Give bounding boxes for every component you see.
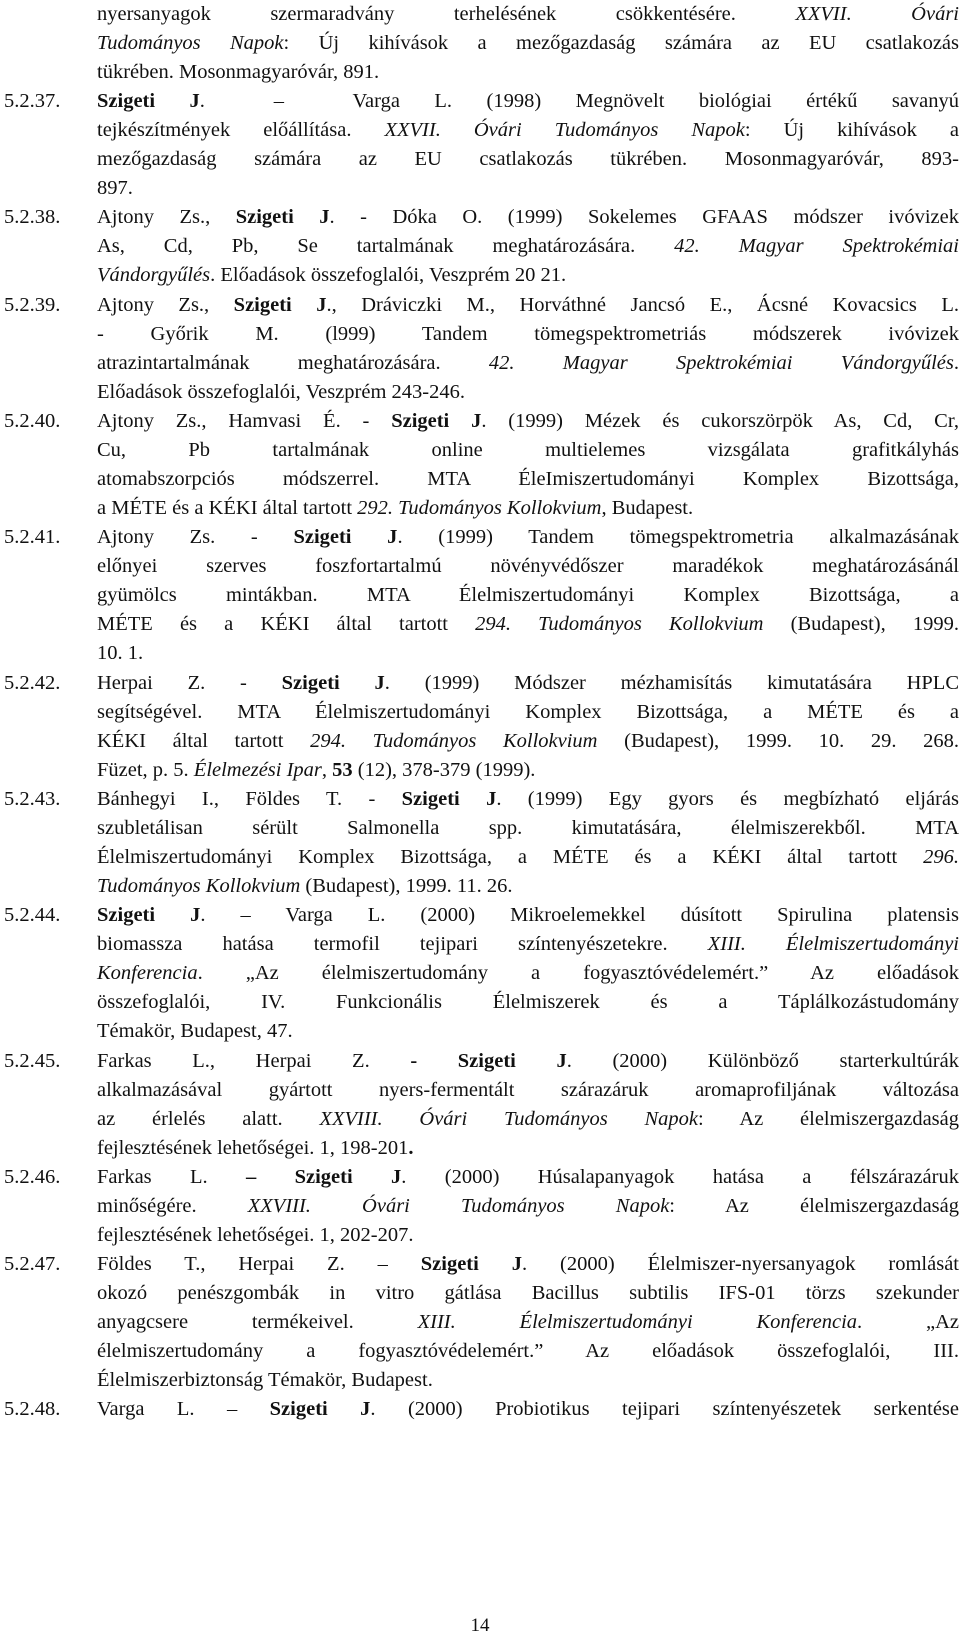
reference-line xyxy=(97,1076,959,1105)
reference-segment: (Budapest), 1999. 10. 29. 268. xyxy=(597,729,960,752)
reference-line xyxy=(97,465,959,494)
reference-segment: az érlelés alatt. xyxy=(97,1107,320,1130)
reference-line xyxy=(97,174,959,203)
reference-segment: alkalmazásával gyártott nyers-fermentált szárazáruk aromaprofiljának változása xyxy=(97,1078,959,1101)
venue-italic: 292. Tudományos Kollokvium xyxy=(357,496,602,519)
reference-line xyxy=(97,232,959,261)
venue-italic: Élelmezési Ipar xyxy=(193,758,322,781)
reference-segment: atomabszorpciós módszerrel. MTA ÉleImiszertudományi Komplex Bizottsága, xyxy=(97,467,959,490)
reference-number: 5.2.48. xyxy=(4,1398,61,1421)
reference-segment: . – Varga L. (1998) Megnövelt biológiai értékű savanyú xyxy=(199,90,959,113)
author-highlight: Szigeti J xyxy=(269,1398,371,1421)
reference-segment: élelmiszertudomány a fogyasztóvédelemért.” Az előadások összefoglalói, III. xyxy=(97,1340,959,1362)
venue-italic: Tudományos Napok xyxy=(97,32,284,54)
reference-segment: Bánhegyi I., Földes T. - xyxy=(97,787,402,810)
reference-text xyxy=(97,669,959,785)
reference-line xyxy=(97,523,959,552)
reference-segment: anyagcsere termékeivel. xyxy=(97,1311,418,1333)
venue-italic: XXVIII. Óvári Tudományos Napok xyxy=(247,1194,670,1217)
reference-segment: Farkas L., Herpai Z. xyxy=(97,1049,411,1072)
reference-line xyxy=(97,116,959,145)
reference-segment: biomassza hatása termofil tejipari színtenyészetekre. xyxy=(97,933,708,956)
reference-segment: Élelmiszertudományi Komplex Bizottsága, a MÉTE és a KÉKI által tartott xyxy=(97,845,924,868)
reference-line xyxy=(97,669,959,698)
author-highlight: – Szigeti J xyxy=(246,1165,402,1188)
reference-segment: : Az élelmiszergazdaság xyxy=(669,1194,959,1217)
reference-segment: Cu, Pb tartalmának online multielemes vizsgálata grafitkályhás xyxy=(97,438,959,461)
reference-line xyxy=(97,29,959,58)
reference-line xyxy=(97,1395,959,1424)
reference-segment: MÉTE és a KÉKI által tartott xyxy=(97,613,476,636)
reference-segment: . (1999) Mézek és cukorszörpök As, Cd, Cr, xyxy=(481,409,959,432)
reference-number: 5.2.47. xyxy=(4,1253,61,1275)
reference-segment: fejlesztésének lehetőségei. 1, 202-207. xyxy=(97,1223,414,1246)
reference-number: 5.2.44. xyxy=(4,904,61,927)
reference-number: 5.2.39. xyxy=(4,293,61,316)
reference-line xyxy=(97,145,959,174)
venue-italic: 294. Tudományos Kollokvium xyxy=(310,729,598,752)
reference-segment: . (2000) Húsalapanyagok hatása a félszárazáruk xyxy=(401,1165,959,1188)
reference-line xyxy=(97,1192,959,1221)
reference-line xyxy=(97,349,959,378)
reference-segment: Élelmiszerbiztonság Témakör, Budapest. xyxy=(97,1369,433,1391)
reference-segment: Előadások összefoglalói, Veszprém 243-246. xyxy=(97,380,465,403)
reference-segment: gyümölcs mintákban. MTA Élelmiszertudományi Komplex Bizottsága, a xyxy=(97,584,959,607)
author-highlight: Szigeti J xyxy=(235,206,330,229)
reference-text xyxy=(97,1250,959,1395)
reference-number: 5.2.42. xyxy=(4,671,61,694)
author-highlight: Szigeti J xyxy=(401,787,497,810)
reference-line xyxy=(97,1163,959,1192)
reference-line xyxy=(97,1221,959,1250)
reference-line xyxy=(97,872,959,901)
reference-text xyxy=(97,1163,959,1250)
reference-line xyxy=(97,698,959,727)
reference-line xyxy=(97,1279,959,1308)
reference-line xyxy=(97,291,959,320)
reference-segment: a MÉTE és a KÉKI által tartott xyxy=(97,496,358,519)
reference-segment: . „Az élelmiszertudomány a fogyasztóvédelemért.” Az előadások xyxy=(197,962,959,985)
reference-text xyxy=(97,203,959,290)
reference-segment: összefoglalói, IV. Funkcionális Élelmiszerek és a Táplálkozástudomány xyxy=(97,991,959,1014)
reference-segment: Varga L. – xyxy=(97,1398,270,1421)
reference-text xyxy=(97,523,959,668)
reference-segment: minőségére. xyxy=(97,1194,248,1217)
reference-line xyxy=(97,203,959,232)
reference-segment: . (1999) Tandem tömegspektrometria alkalmazásának xyxy=(397,526,959,549)
author-highlight: Szigeti J xyxy=(420,1253,522,1275)
reference-line xyxy=(97,1250,959,1279)
reference-segment: atrazintartalmának meghatározására. xyxy=(97,351,489,374)
reference-segment: . - Dóka O. (1999) Sokelemes GFAAS módszer ivóvizek xyxy=(329,206,959,229)
reference-segment: ., Dráviczki M., Horváthné Jancsó E., Ácsné Kovacsics L. xyxy=(326,293,959,316)
reference-line xyxy=(97,261,959,290)
reference-number: 5.2.46. xyxy=(4,1165,61,1188)
reference-segment: . (2000) Probiotikus tejipari színtenyészetek serkentése xyxy=(370,1398,959,1421)
reference-segment: 10. 1. xyxy=(97,642,144,665)
reference-text xyxy=(97,291,959,407)
reference-line xyxy=(97,785,959,814)
reference-line xyxy=(97,1047,959,1076)
venue-italic: XXVII. Óvári xyxy=(795,3,960,25)
reference-segment: (12), 378-379 (1999). xyxy=(352,758,536,781)
page-number: 14 xyxy=(470,1615,490,1636)
venue-italic: 42. Magyar Spektrokémiai Vándorgyűlés xyxy=(488,351,954,374)
reference-text xyxy=(97,407,959,523)
reference-line xyxy=(97,727,959,756)
reference-segment: előnyei szerves foszfortartalmú növényvédőszer maradékok meghatározásánál xyxy=(97,555,959,578)
reference-segment: . (1999) Egy gyors és megbízható eljárás xyxy=(496,787,959,810)
author-highlight: Szigeti J xyxy=(97,904,201,927)
reference-line xyxy=(97,756,959,785)
reference-segment: (Budapest), 1999. 11. 26. xyxy=(300,874,513,897)
reference-segment: . „Az xyxy=(857,1311,959,1333)
reference-line xyxy=(97,930,959,959)
reference-line xyxy=(97,1308,959,1337)
reference-line xyxy=(97,610,959,639)
author-highlight: Szigeti J xyxy=(233,293,327,316)
author-highlight: - Szigeti J xyxy=(410,1049,567,1072)
reference-segment: Földes T., Herpai Z. – xyxy=(97,1253,421,1275)
reference-line xyxy=(97,959,959,988)
reference-segment: Ajtony Zs., xyxy=(97,293,234,316)
reference-line xyxy=(97,407,959,436)
venue-italic: Tudományos Kollokvium xyxy=(97,874,301,897)
reference-segment: , Budapest. xyxy=(601,496,694,519)
reference-line xyxy=(97,1134,959,1163)
reference-segment: Herpai Z. - xyxy=(97,671,282,694)
venue-italic: Vándorgyűlés xyxy=(97,264,211,287)
venue-italic: 294. Tudományos Kollokvium xyxy=(475,613,764,636)
reference-line xyxy=(97,87,959,116)
reference-segment: : Az élelmiszergazdaság xyxy=(697,1107,960,1130)
reference-segment: Ajtony Zs., xyxy=(97,206,236,229)
reference-segment: KÉKI által tartott xyxy=(97,729,311,752)
reference-line xyxy=(97,494,959,523)
reference-line xyxy=(97,843,959,872)
reference-segment: , xyxy=(321,758,333,781)
reference-line xyxy=(97,1366,959,1395)
reference-number: 5.2.40. xyxy=(4,409,61,432)
reference-line xyxy=(97,0,959,29)
reference-segment: tejkészítmények előállítása. xyxy=(97,119,385,142)
reference-number: 5.2.38. xyxy=(4,206,61,229)
reference-number: 5.2.41. xyxy=(4,526,61,549)
reference-segment: fejlesztésének lehetőségei. 1, 198-201 xyxy=(97,1136,409,1159)
reference-line xyxy=(97,320,959,349)
reference-segment: . – Varga L. (2000) Mikroelemekkel dúsított Spirulina platensis xyxy=(200,904,959,927)
reference-segment: . (2000) Különböző starterkultúrák xyxy=(566,1049,959,1072)
reference-segment: : Új kihívások a mezőgazdaság számára az EU csatlakozás xyxy=(283,32,959,54)
venue-italic: XIII. Élelmiszertudományi xyxy=(707,933,959,956)
reference-line xyxy=(97,378,959,407)
author-highlight: . xyxy=(408,1136,414,1159)
author-highlight: Szigeti J xyxy=(97,90,200,113)
reference-segment: - Győrik M. (l999) Tandem tömegspektrometriás módszerek ivóvizek xyxy=(97,322,959,345)
venue-italic: XXVIII. Óvári Tudományos Napok xyxy=(319,1107,698,1130)
author-highlight: Szigeti J xyxy=(281,671,385,694)
reference-line xyxy=(97,639,959,668)
reference-segment: Füzet, p. 5. xyxy=(97,758,194,781)
reference-line xyxy=(97,581,959,610)
reference-line xyxy=(97,901,959,930)
reference-segment: tükrében. Mosonmagyaróvár, 891. xyxy=(97,61,380,83)
reference-segment: . (1999) Módszer mézhamisítás kimutatására HPLC xyxy=(384,671,959,694)
reference-segment: As, Cd, Pb, Se tartalmának meghatározására. xyxy=(97,235,675,258)
reference-segment: mezőgazdaság számára az EU csatlakozás tükrében. Mosonmagyaróvár, 893- xyxy=(97,148,959,171)
reference-line xyxy=(97,988,959,1017)
reference-line xyxy=(97,814,959,843)
reference-segment: Témakör, Budapest, 47. xyxy=(97,1020,293,1043)
reference-segment: Farkas L. xyxy=(97,1165,246,1188)
reference-segment: Ajtony Zs. - xyxy=(97,526,294,549)
reference-segment: (Budapest), 1999. xyxy=(763,613,959,636)
reference-segment: 897. xyxy=(97,177,133,200)
reference-text xyxy=(97,901,959,1046)
author-highlight: Szigeti J xyxy=(391,409,482,432)
reference-segment: segítségével. MTA Élelmiszertudományi Komplex Bizottsága, a MÉTE és a xyxy=(97,700,959,723)
reference-text xyxy=(97,1395,959,1424)
reference-text xyxy=(97,1047,959,1163)
reference-text xyxy=(97,87,959,203)
reference-text xyxy=(97,785,959,901)
author-highlight: 53 xyxy=(332,758,353,781)
venue-italic: XXVII. Óvári Tudományos Napok xyxy=(384,119,745,142)
reference-segment: Ajtony Zs., Hamvasi É. - xyxy=(97,409,392,432)
reference-segment: : Új kihívások a xyxy=(744,119,959,142)
reference-line xyxy=(97,1337,959,1366)
reference-line xyxy=(97,58,959,87)
reference-segment: okozó penészgombák in vitro gátlása Bacillus subtilis IFS-01 törzs szekunder xyxy=(97,1282,959,1304)
reference-segment: . (2000) Élelmiszer-nyersanyagok romlását xyxy=(521,1253,959,1275)
author-highlight: Szigeti J xyxy=(293,526,398,549)
reference-text xyxy=(97,0,959,87)
reference-segment: szubletálisan sérült Salmonella spp. kimutatására, élelmiszerekből. MTA xyxy=(97,816,959,839)
reference-segment: . xyxy=(953,351,959,374)
reference-line xyxy=(97,436,959,465)
reference-segment: . Előadások összefoglalói, Veszprém 20 21. xyxy=(210,264,567,287)
reference-number: 5.2.37. xyxy=(4,90,61,113)
reference-number: 5.2.45. xyxy=(4,1049,61,1072)
venue-italic: 42. Magyar Spektrokémiai xyxy=(674,235,959,258)
reference-line xyxy=(97,1017,959,1046)
venue-italic: 296. xyxy=(923,845,959,868)
reference-number: 5.2.43. xyxy=(4,787,61,810)
venue-italic: Konferencia xyxy=(97,962,198,985)
venue-italic: XIII. Élelmiszertudományi Konferencia xyxy=(417,1311,858,1333)
reference-segment: nyersanyagok szermaradvány terhelésének csökkentésére. xyxy=(97,3,796,25)
reference-line xyxy=(97,1105,959,1134)
reference-line xyxy=(97,552,959,581)
